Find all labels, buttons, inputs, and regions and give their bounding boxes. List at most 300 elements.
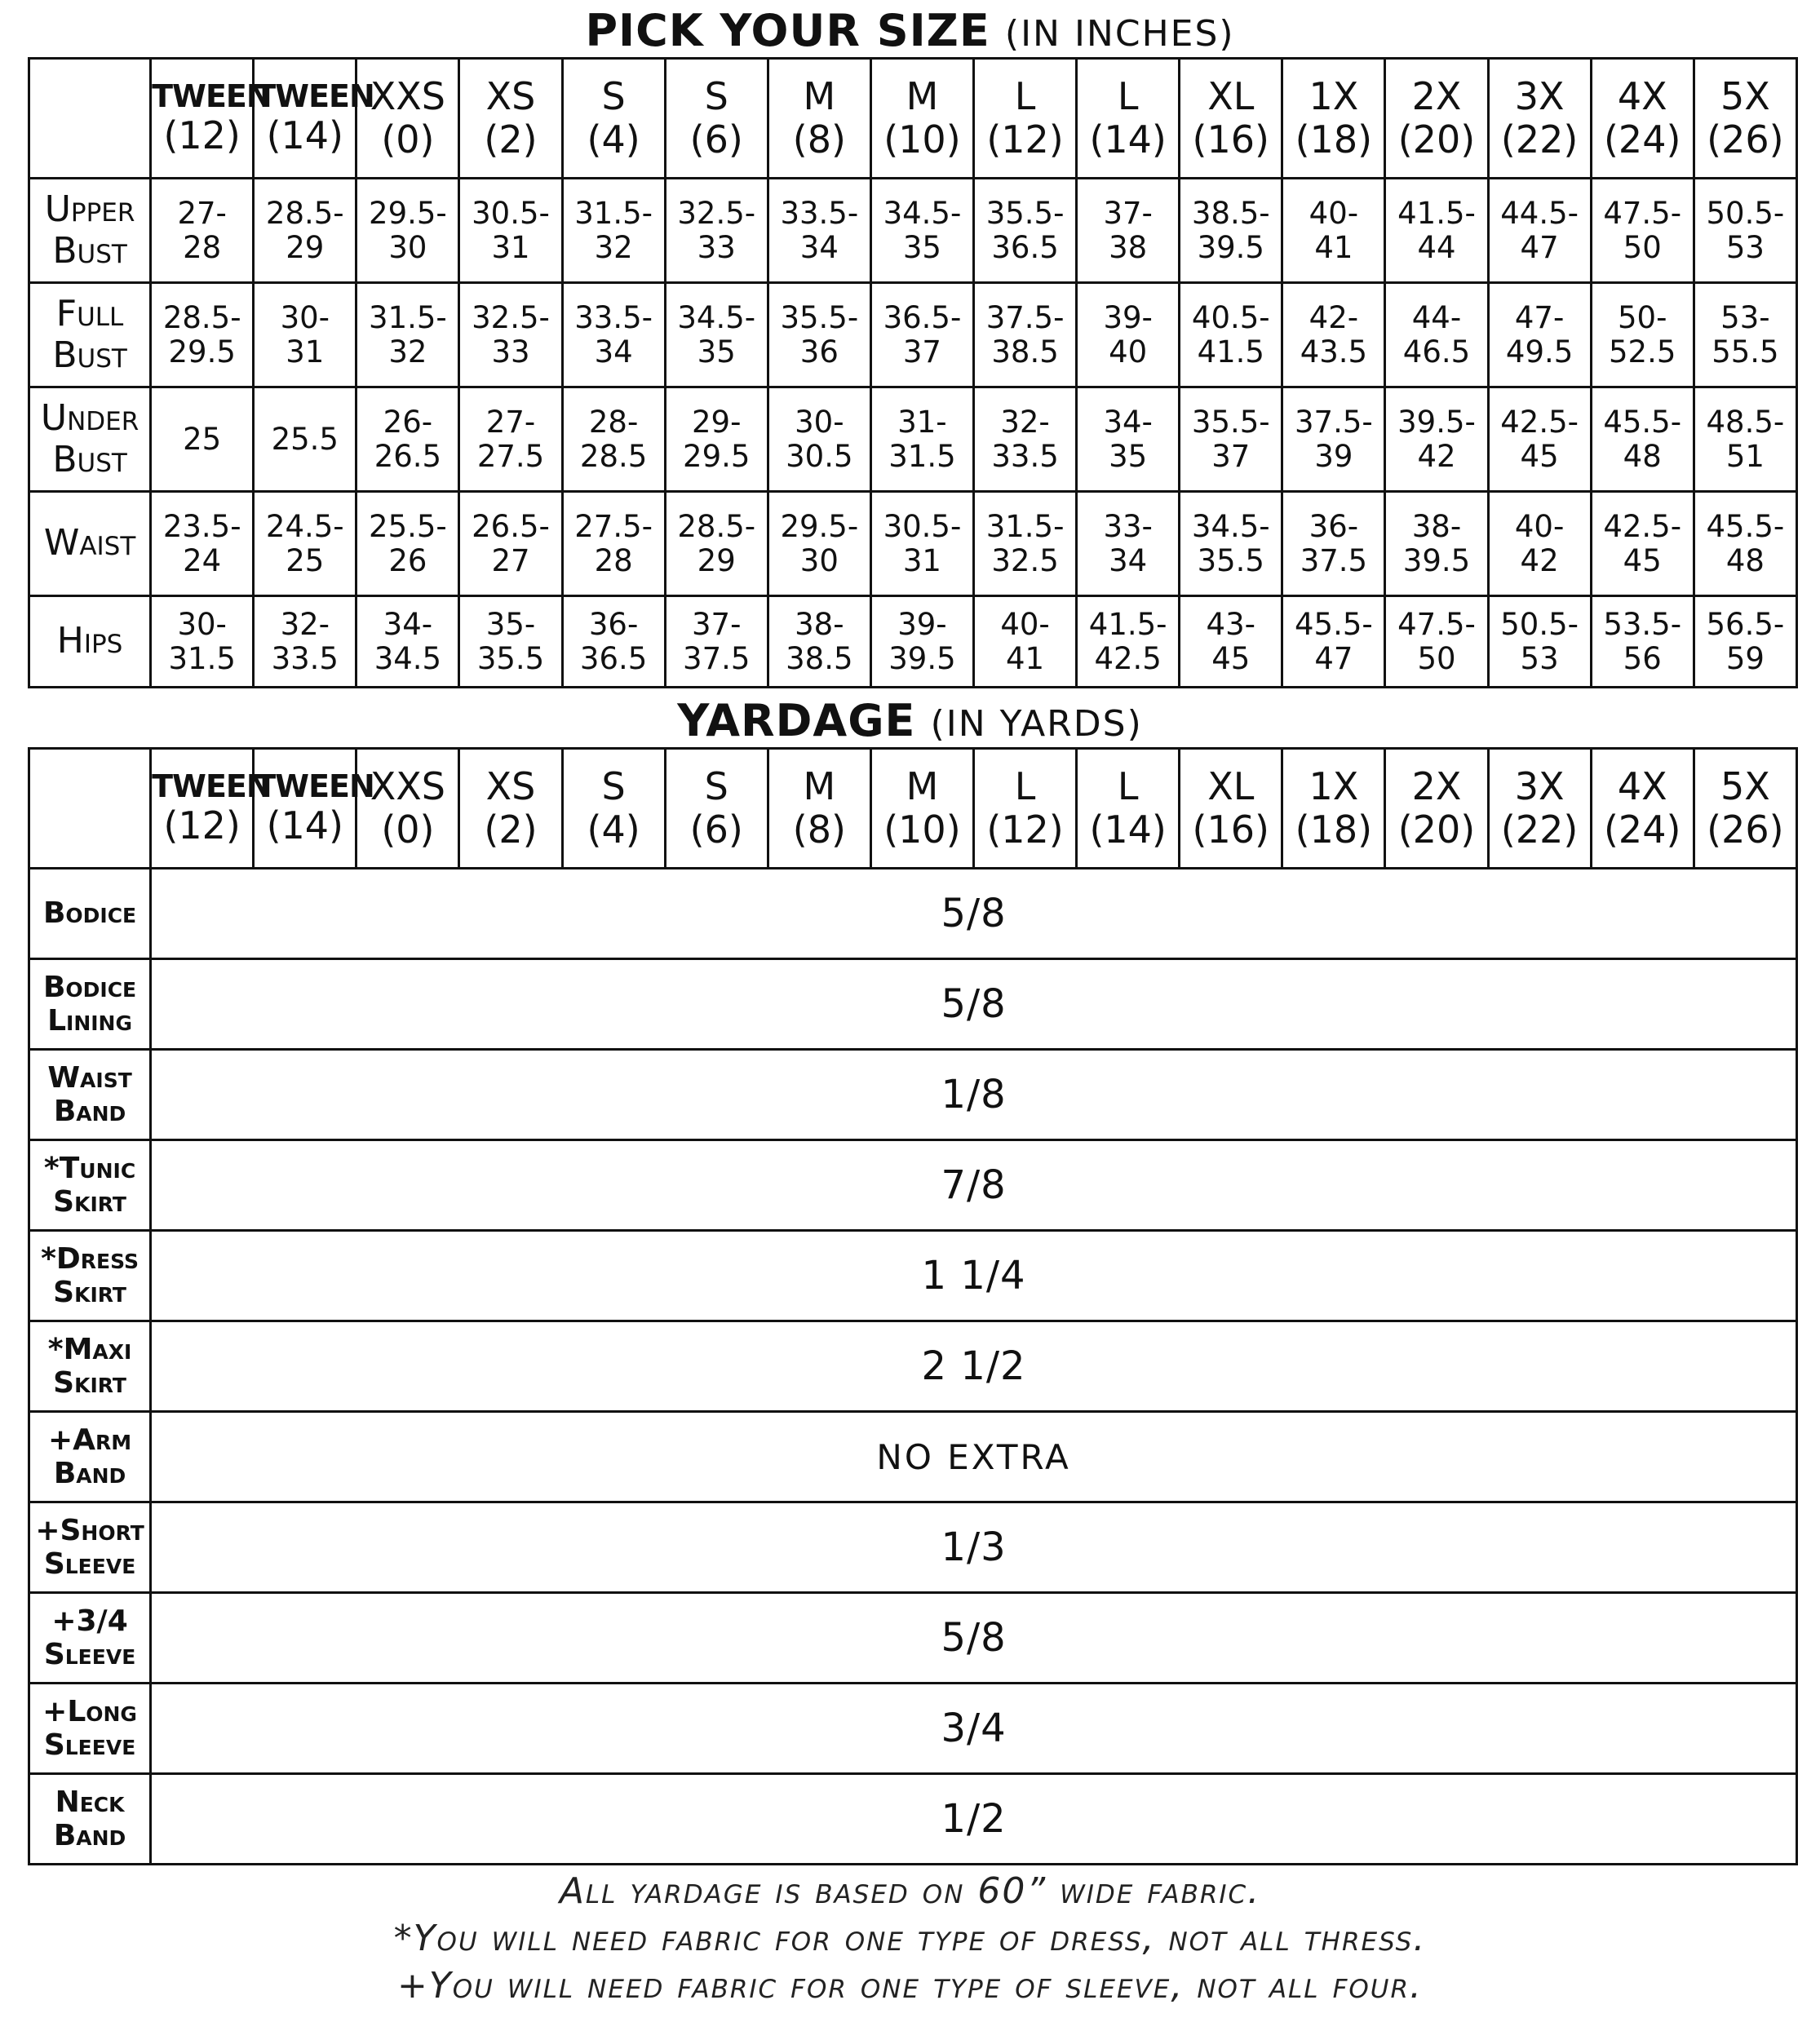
size-number: (18) bbox=[1295, 808, 1373, 852]
yardage-value: 1/8 bbox=[151, 1050, 1797, 1140]
measurement-value bbox=[768, 387, 870, 492]
measurement-text: 35 bbox=[1109, 438, 1148, 474]
measurement-row bbox=[29, 492, 1797, 596]
measurement-text: 32.5 bbox=[991, 542, 1059, 578]
size-name: S bbox=[704, 764, 728, 809]
row-label-text: Upper bbox=[44, 188, 135, 230]
row-label-text: Skirt bbox=[53, 1276, 126, 1309]
measurement-text: 36.5 bbox=[579, 640, 648, 676]
measurement-row bbox=[29, 283, 1797, 387]
measurement-value bbox=[459, 492, 562, 596]
measurement-text: 45 bbox=[1211, 640, 1251, 676]
size-header-cell bbox=[870, 749, 973, 869]
size-number: (16) bbox=[1192, 117, 1269, 162]
measurement-text: 26.5 bbox=[374, 438, 442, 474]
measurement-text: 31- bbox=[897, 405, 947, 440]
size-header-cell bbox=[1591, 59, 1694, 179]
measurement-text: 25 bbox=[286, 542, 325, 578]
size-name: 1X bbox=[1309, 74, 1359, 119]
size-number: (4) bbox=[587, 117, 640, 162]
yardage-row bbox=[29, 1140, 1797, 1231]
measurement-text: 50 bbox=[1417, 640, 1456, 676]
row-label-text: Neck bbox=[55, 1785, 125, 1819]
size-name: 2X bbox=[1411, 74, 1462, 119]
size-name: M bbox=[906, 74, 939, 119]
measurement-value bbox=[870, 283, 973, 387]
measurement-value bbox=[1282, 492, 1385, 596]
measurement-value bbox=[1591, 596, 1694, 688]
size-header-cell bbox=[665, 59, 768, 179]
size-header-cell bbox=[459, 59, 562, 179]
measurement-text: 40 bbox=[1109, 334, 1148, 369]
measurement-text: 28- bbox=[588, 405, 639, 440]
size-header-cell bbox=[151, 59, 272, 179]
size-name: L bbox=[1014, 764, 1036, 809]
measurement-text: 31.5- bbox=[574, 196, 653, 232]
yardage-notes bbox=[0, 1868, 1820, 2010]
measurement-text: 31.5- bbox=[985, 509, 1065, 545]
size-number: (12) bbox=[163, 803, 241, 848]
measurement-text: 33 bbox=[697, 229, 736, 265]
measurement-text: 31.5 bbox=[888, 438, 956, 474]
size-number: (6) bbox=[689, 117, 743, 162]
measurement-text: 29.5- bbox=[780, 509, 859, 545]
measurement-text: 45.5- bbox=[1295, 607, 1373, 643]
measurement-text: 33.5 bbox=[991, 438, 1059, 474]
measurement-value bbox=[1077, 492, 1180, 596]
measurement-text: 42- bbox=[1309, 300, 1359, 336]
measurement-text: 35- bbox=[485, 607, 536, 643]
measurement-text: 27 bbox=[491, 542, 530, 578]
note-line: +You will need fabric for one type of sleeve, not all four. bbox=[396, 1965, 1424, 2007]
yardage-header-row bbox=[29, 749, 1797, 869]
measurement-text: 27- bbox=[485, 405, 536, 440]
size-number: (8) bbox=[792, 808, 846, 852]
measurement-value bbox=[1591, 283, 1694, 387]
size-header-cell bbox=[562, 59, 665, 179]
measurement-label bbox=[29, 492, 151, 596]
measurement-value bbox=[562, 283, 665, 387]
row-label-text: Hips bbox=[56, 620, 123, 662]
measurement-text: 34.5- bbox=[677, 300, 756, 336]
yardage-row bbox=[29, 869, 1797, 959]
size-name: XL bbox=[1207, 74, 1255, 119]
measurement-label bbox=[29, 283, 151, 387]
measurement-text: 53- bbox=[1720, 300, 1770, 336]
yardage-value: 1/2 bbox=[151, 1774, 1797, 1865]
measurement-value bbox=[1694, 283, 1796, 387]
size-name: 3X bbox=[1514, 764, 1565, 809]
measurement-text: 34 bbox=[1109, 542, 1148, 578]
size-name: 5X bbox=[1720, 764, 1770, 809]
size-header-cell bbox=[1385, 59, 1488, 179]
measurement-text: 39 bbox=[1314, 438, 1353, 474]
size-name: L bbox=[1014, 74, 1036, 119]
size-header-cell bbox=[1180, 749, 1282, 869]
measurement-text: 32.5- bbox=[472, 300, 550, 336]
size-header-cell bbox=[459, 749, 562, 869]
measurement-text: 37.5- bbox=[985, 300, 1065, 336]
size-name: 4X bbox=[1617, 764, 1667, 809]
size-header-cell bbox=[1488, 749, 1591, 869]
measurement-text: 29- bbox=[692, 405, 742, 440]
measurement-text: 41.5- bbox=[1088, 607, 1167, 643]
measurement-text: 44.5- bbox=[1500, 196, 1579, 232]
row-label-text: Bust bbox=[52, 334, 127, 376]
size-name: L bbox=[1117, 74, 1139, 119]
measurement-value bbox=[1180, 283, 1282, 387]
size-name: TWEEN bbox=[255, 768, 374, 804]
size-name: TWEEN bbox=[152, 768, 272, 804]
yardage-row bbox=[29, 1593, 1797, 1684]
measurement-text: 37 bbox=[1211, 438, 1251, 474]
size-number: (16) bbox=[1192, 808, 1269, 852]
measurement-value bbox=[870, 492, 973, 596]
size-name: 4X bbox=[1617, 74, 1667, 119]
size-header-cell bbox=[768, 749, 870, 869]
row-label-text: +Long bbox=[42, 1694, 137, 1728]
measurement-value bbox=[151, 283, 254, 387]
measurement-text: 32.5- bbox=[677, 196, 756, 232]
row-label-text: Sleeve bbox=[43, 1638, 136, 1671]
measurement-text: 38.5 bbox=[991, 334, 1059, 369]
measurement-text: 32 bbox=[594, 229, 633, 265]
note-line: *You will need fabric for one type of dress, not all thress. bbox=[393, 1918, 1427, 1959]
size-name: M bbox=[906, 764, 939, 809]
measurement-value bbox=[151, 387, 254, 492]
measurement-value bbox=[1591, 387, 1694, 492]
measurement-value bbox=[1488, 179, 1591, 283]
measurement-text: 33 bbox=[491, 334, 530, 369]
measurement-value bbox=[254, 492, 356, 596]
measurement-text: 38.5- bbox=[1191, 196, 1270, 232]
yardage-value: 5/8 bbox=[151, 959, 1797, 1050]
measurement-text: 40- bbox=[1309, 196, 1359, 232]
measurement-text: 50- bbox=[1617, 300, 1667, 336]
measurement-text: 41 bbox=[1314, 229, 1353, 265]
size-header-cell bbox=[1591, 749, 1694, 869]
measurement-text: 44 bbox=[1417, 229, 1456, 265]
measurement-text: 50.5- bbox=[1706, 196, 1785, 232]
size-number: (4) bbox=[587, 808, 640, 852]
measurement-text: 30.5- bbox=[883, 509, 962, 545]
size-header-cell bbox=[254, 59, 374, 179]
row-label-text: Band bbox=[53, 1095, 126, 1128]
measurement-text: 45.5- bbox=[1706, 509, 1785, 545]
yardage-label bbox=[29, 1774, 151, 1865]
measurement-text: 44- bbox=[1411, 300, 1462, 336]
measurement-value bbox=[1282, 387, 1385, 492]
measurement-value bbox=[254, 179, 356, 283]
measurement-text: 30- bbox=[795, 405, 844, 440]
yardage-value: 3/4 bbox=[151, 1684, 1797, 1774]
yardage-title bbox=[0, 695, 1820, 746]
measurement-text: 51 bbox=[1725, 438, 1765, 474]
measurement-text: 37.5 bbox=[683, 640, 751, 676]
measurement-value bbox=[1180, 596, 1282, 688]
measurement-value bbox=[974, 283, 1077, 387]
row-label-text: Skirt bbox=[53, 1185, 126, 1219]
yardage-value: 7/8 bbox=[151, 1140, 1797, 1231]
size-number: (22) bbox=[1500, 117, 1579, 162]
measurement-text: 39- bbox=[1103, 300, 1153, 336]
size-header-cell bbox=[1694, 749, 1796, 869]
yardage-label bbox=[29, 959, 151, 1050]
measurement-value bbox=[1077, 387, 1180, 492]
yardage-unit: (IN YARDS) bbox=[930, 703, 1143, 745]
row-label-text: Bust bbox=[52, 438, 127, 480]
measurement-text: 40- bbox=[1000, 607, 1050, 643]
measurement-text: 39- bbox=[897, 607, 947, 643]
size-name: XXS bbox=[370, 764, 446, 809]
measurement-text: 56.5- bbox=[1706, 607, 1785, 643]
measurement-text: 37 bbox=[902, 334, 941, 369]
size-name: S bbox=[601, 764, 626, 809]
size-name: XS bbox=[485, 764, 536, 809]
measurement-row bbox=[29, 596, 1797, 688]
row-label-text: +3/4 bbox=[51, 1604, 128, 1638]
measurement-text: 35.5- bbox=[1191, 405, 1270, 440]
measurement-text: 50 bbox=[1623, 229, 1662, 265]
size-header-cell bbox=[562, 749, 665, 869]
measurement-text: 42.5 bbox=[1094, 640, 1162, 676]
yardage-value: 5/8 bbox=[151, 869, 1797, 959]
measurement-text: 26 bbox=[388, 542, 427, 578]
size-name: M bbox=[803, 764, 836, 809]
measurement-text: 37- bbox=[1103, 196, 1153, 232]
size-name: XXS bbox=[370, 74, 446, 119]
measurement-value bbox=[356, 492, 459, 596]
measurement-value bbox=[1591, 492, 1694, 596]
measurement-text: 33- bbox=[1103, 509, 1153, 545]
size-number: (24) bbox=[1603, 808, 1681, 852]
measurement-value bbox=[151, 179, 254, 283]
measurement-value bbox=[1180, 387, 1282, 492]
size-name: S bbox=[601, 74, 626, 119]
measurement-text: 45.5- bbox=[1603, 405, 1682, 440]
measurement-value bbox=[1385, 283, 1488, 387]
size-header-cell bbox=[1488, 59, 1591, 179]
yardage-row bbox=[29, 1321, 1797, 1412]
measurement-text: 43- bbox=[1206, 607, 1255, 643]
measurement-text: 50.5- bbox=[1500, 607, 1579, 643]
measurement-value bbox=[151, 596, 254, 688]
measurement-value bbox=[1385, 596, 1488, 688]
row-label-text: *Tunic bbox=[43, 1151, 136, 1185]
measurement-text: 39.5 bbox=[1197, 229, 1264, 265]
size-number: (10) bbox=[883, 808, 961, 852]
measurement-text: 36.5- bbox=[883, 300, 962, 336]
measurement-value bbox=[1694, 387, 1796, 492]
measurement-text: 45 bbox=[1623, 542, 1662, 578]
measurement-text: 53 bbox=[1520, 640, 1559, 676]
measurement-text: 28.5- bbox=[677, 509, 756, 545]
yardage-label bbox=[29, 1050, 151, 1140]
size-header-cell bbox=[665, 749, 768, 869]
measurement-text: 42 bbox=[1417, 438, 1456, 474]
measurement-value bbox=[974, 596, 1077, 688]
measurement-value bbox=[665, 283, 768, 387]
row-label-text: *Dress bbox=[41, 1241, 139, 1276]
measurement-text: 28 bbox=[183, 229, 222, 265]
measurement-value bbox=[459, 387, 562, 492]
measurement-text: 28 bbox=[594, 542, 633, 578]
measurement-value bbox=[1282, 179, 1385, 283]
size-number: (22) bbox=[1500, 808, 1579, 852]
measurement-text: 37.5- bbox=[1295, 405, 1373, 440]
measurement-text: 59 bbox=[1725, 640, 1765, 676]
size-chart-title bbox=[0, 5, 1820, 56]
size-name: M bbox=[803, 74, 836, 119]
measurement-text: 36- bbox=[588, 607, 639, 643]
measurement-text: 28.5- bbox=[162, 300, 241, 336]
size-name: 1X bbox=[1309, 764, 1359, 809]
measurement-value bbox=[1077, 179, 1180, 283]
measurement-value bbox=[356, 283, 459, 387]
measurement-value bbox=[1077, 596, 1180, 688]
measurement-value bbox=[562, 179, 665, 283]
size-name: S bbox=[704, 74, 728, 119]
yardage-value: 1/3 bbox=[151, 1502, 1797, 1593]
size-number: (12) bbox=[986, 808, 1064, 852]
row-label-text: Waist bbox=[43, 522, 136, 564]
yardage-label bbox=[29, 869, 151, 959]
yardage-row bbox=[29, 959, 1797, 1050]
size-number: (26) bbox=[1707, 117, 1784, 162]
measurement-value bbox=[1488, 596, 1591, 688]
measurement-value bbox=[665, 596, 768, 688]
measurement-text: 29 bbox=[286, 229, 325, 265]
measurement-text: 30 bbox=[799, 542, 839, 578]
measurement-text: 40- bbox=[1514, 509, 1565, 545]
yardage-row bbox=[29, 1774, 1797, 1865]
size-number: (14) bbox=[1089, 808, 1167, 852]
measurement-text: 26.5- bbox=[472, 509, 550, 545]
measurement-text: 32- bbox=[1000, 405, 1050, 440]
size-header-cell bbox=[1180, 59, 1282, 179]
measurement-text: 35.5- bbox=[985, 196, 1065, 232]
measurement-text: 48 bbox=[1623, 438, 1662, 474]
measurement-text: 26- bbox=[383, 405, 433, 440]
size-number: (14) bbox=[1089, 117, 1167, 162]
measurement-value bbox=[870, 387, 973, 492]
measurement-value bbox=[768, 283, 870, 387]
measurement-text: 29 bbox=[697, 542, 736, 578]
measurement-value bbox=[151, 492, 254, 596]
measurement-value bbox=[665, 387, 768, 492]
measurement-text: 41.5- bbox=[1397, 196, 1476, 232]
measurement-value bbox=[254, 387, 356, 492]
yardage-row bbox=[29, 1684, 1797, 1774]
measurement-text: 43.5 bbox=[1300, 334, 1368, 369]
measurement-text: 34 bbox=[594, 334, 633, 369]
yardage-label bbox=[29, 1412, 151, 1502]
size-name: XS bbox=[485, 74, 536, 119]
measurement-text: 35.5 bbox=[1197, 542, 1264, 578]
size-header-cell bbox=[1694, 59, 1796, 179]
yardage-row bbox=[29, 1050, 1797, 1140]
measurement-text: 35 bbox=[902, 229, 941, 265]
measurement-value bbox=[562, 387, 665, 492]
measurement-text: 38.5 bbox=[786, 640, 853, 676]
measurement-value bbox=[254, 596, 356, 688]
measurement-text: 36- bbox=[1309, 509, 1359, 545]
measurement-text: 31.5- bbox=[369, 300, 447, 336]
size-name: 2X bbox=[1411, 764, 1462, 809]
size-number: (0) bbox=[381, 117, 435, 162]
size-name: XL bbox=[1207, 764, 1255, 809]
size-header-cell bbox=[1282, 749, 1385, 869]
measurement-value bbox=[459, 283, 562, 387]
row-label-text: Band bbox=[53, 1457, 126, 1490]
measurement-text: 37.5 bbox=[1300, 542, 1368, 578]
size-header-cell bbox=[1385, 749, 1488, 869]
yardage-value: 1 1/4 bbox=[151, 1231, 1797, 1321]
measurement-text: 49.5 bbox=[1505, 334, 1574, 369]
measurement-text: 35.5- bbox=[780, 300, 859, 336]
yardage-table bbox=[28, 747, 1798, 1865]
measurement-text: 25.5 bbox=[271, 421, 339, 457]
size-header-cell bbox=[356, 59, 459, 179]
size-number: (24) bbox=[1603, 117, 1681, 162]
size-number: (2) bbox=[484, 808, 538, 852]
measurement-text: 30- bbox=[280, 300, 330, 336]
measurement-value bbox=[1694, 179, 1796, 283]
measurement-value bbox=[459, 596, 562, 688]
measurement-value bbox=[356, 387, 459, 492]
size-number: (26) bbox=[1707, 808, 1784, 852]
measurement-value bbox=[1282, 596, 1385, 688]
yardage-row bbox=[29, 1412, 1797, 1502]
measurement-text: 33.5- bbox=[574, 300, 653, 336]
measurement-text: 23.5- bbox=[162, 509, 241, 545]
size-header-cell bbox=[151, 749, 272, 869]
measurement-text: 39.5 bbox=[1402, 542, 1471, 578]
size-number: (18) bbox=[1295, 117, 1373, 162]
measurement-text: 39.5- bbox=[1397, 405, 1476, 440]
measurement-value bbox=[1694, 492, 1796, 596]
measurement-value bbox=[768, 179, 870, 283]
measurement-value bbox=[974, 179, 1077, 283]
corner-cell bbox=[29, 749, 151, 869]
size-number: (12) bbox=[986, 117, 1064, 162]
note-line: All yardage is based on 60” wide fabric. bbox=[559, 1870, 1261, 1912]
size-number: (10) bbox=[883, 117, 961, 162]
row-label-text: +Short bbox=[35, 1513, 144, 1547]
yardage-label bbox=[29, 1140, 151, 1231]
size-number: (0) bbox=[381, 808, 435, 852]
row-label-text: Full bbox=[55, 292, 124, 334]
row-label-text: Sleeve bbox=[43, 1547, 136, 1581]
measurement-row bbox=[29, 179, 1797, 283]
measurement-value bbox=[1385, 492, 1488, 596]
size-number: (2) bbox=[484, 117, 538, 162]
measurement-text: 47 bbox=[1314, 640, 1353, 676]
size-header-row bbox=[29, 59, 1797, 179]
size-name: TWEEN bbox=[255, 77, 374, 114]
measurement-text: 34.5 bbox=[374, 640, 442, 676]
measurement-value bbox=[1694, 596, 1796, 688]
measurement-text: 34- bbox=[383, 607, 433, 643]
measurement-text: 52.5 bbox=[1609, 334, 1676, 369]
measurement-label bbox=[29, 179, 151, 283]
measurement-text: 45 bbox=[1520, 438, 1559, 474]
measurement-text: 47.5- bbox=[1397, 607, 1476, 643]
yardage-row bbox=[29, 1502, 1797, 1593]
measurement-value bbox=[562, 492, 665, 596]
measurement-value bbox=[974, 387, 1077, 492]
row-label-text: *Maxi bbox=[47, 1332, 132, 1366]
